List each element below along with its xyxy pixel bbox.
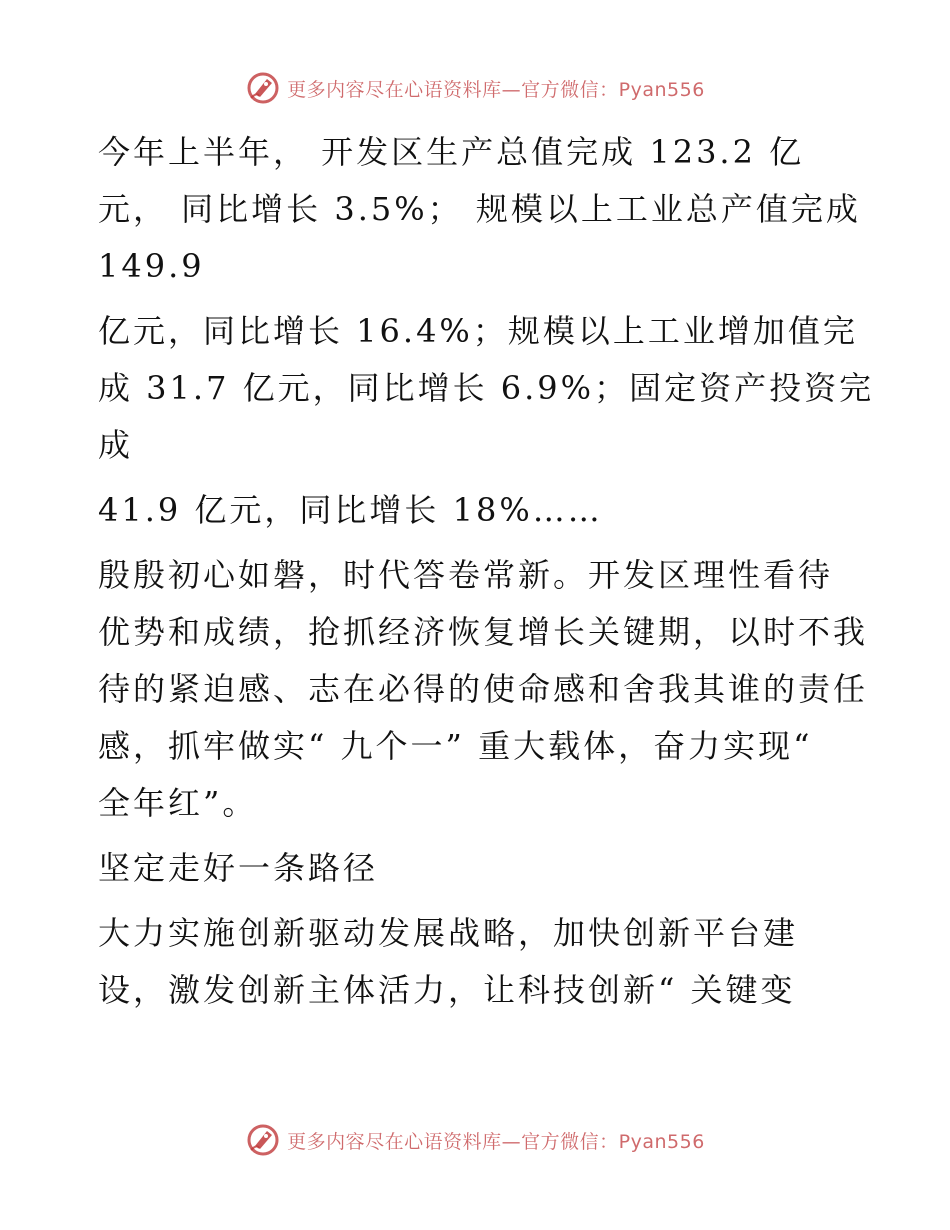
text-line: 元， 同比增长 3.5%； 规模以上工业总产值完成 <box>98 190 861 228</box>
paragraph-1 <box>98 124 861 295</box>
section-heading: 坚定走好一条路径 <box>98 849 379 887</box>
text-line: 感，抓牢做实“ 九个一” 重大载体，奋力实现“ <box>98 727 813 765</box>
header-watermark-text: 更多内容尽在心语资料库—官方微信：Pyan556 <box>287 78 705 101</box>
pen-nib-logo-icon <box>245 70 281 106</box>
text-line: 成 31.7 亿元，同比增长 6.9%；固定资产投资完 <box>98 369 875 407</box>
text-line: 成 <box>98 426 134 464</box>
text-line: 设，激发创新主体活力，让科技创新“ 关键变 <box>98 971 796 1009</box>
footer-watermark-inner <box>245 1122 705 1158</box>
text-line: 全年红”。 <box>98 784 258 822</box>
text-line: 41.9 亿元，同比增长 18%…… <box>98 491 603 529</box>
header-watermark <box>0 68 950 108</box>
paragraph-3 <box>98 482 858 539</box>
paragraph-5 <box>98 905 858 1019</box>
header-watermark-inner <box>245 70 705 106</box>
text-line: 待的紧迫感、志在必得的使命感和舍我其谁的责任 <box>98 670 869 708</box>
text-line: 今年上半年， 开发区生产总值完成 123.2 亿 <box>98 133 805 171</box>
text-line: 亿元，同比增长 16.4%；规模以上工业增加值完 <box>98 312 858 350</box>
pen-nib-logo-icon <box>245 1122 281 1158</box>
text-line: 殷殷初心如磐，时代答卷常新。开发区理性看待 <box>98 556 834 594</box>
text-line: 优势和成绩，抢抓经济恢复增长关键期，以时不我 <box>98 613 869 651</box>
text-line: 大力实施创新驱动发展战略，加快创新平台建 <box>98 914 799 952</box>
paragraph-4 <box>98 547 869 832</box>
footer-watermark-text: 更多内容尽在心语资料库—官方微信：Pyan556 <box>287 1130 705 1153</box>
footer-watermark <box>0 1120 950 1160</box>
document-body <box>98 124 875 1027</box>
text-line: 149.9 <box>98 247 205 285</box>
paragraph-2 <box>98 303 875 474</box>
